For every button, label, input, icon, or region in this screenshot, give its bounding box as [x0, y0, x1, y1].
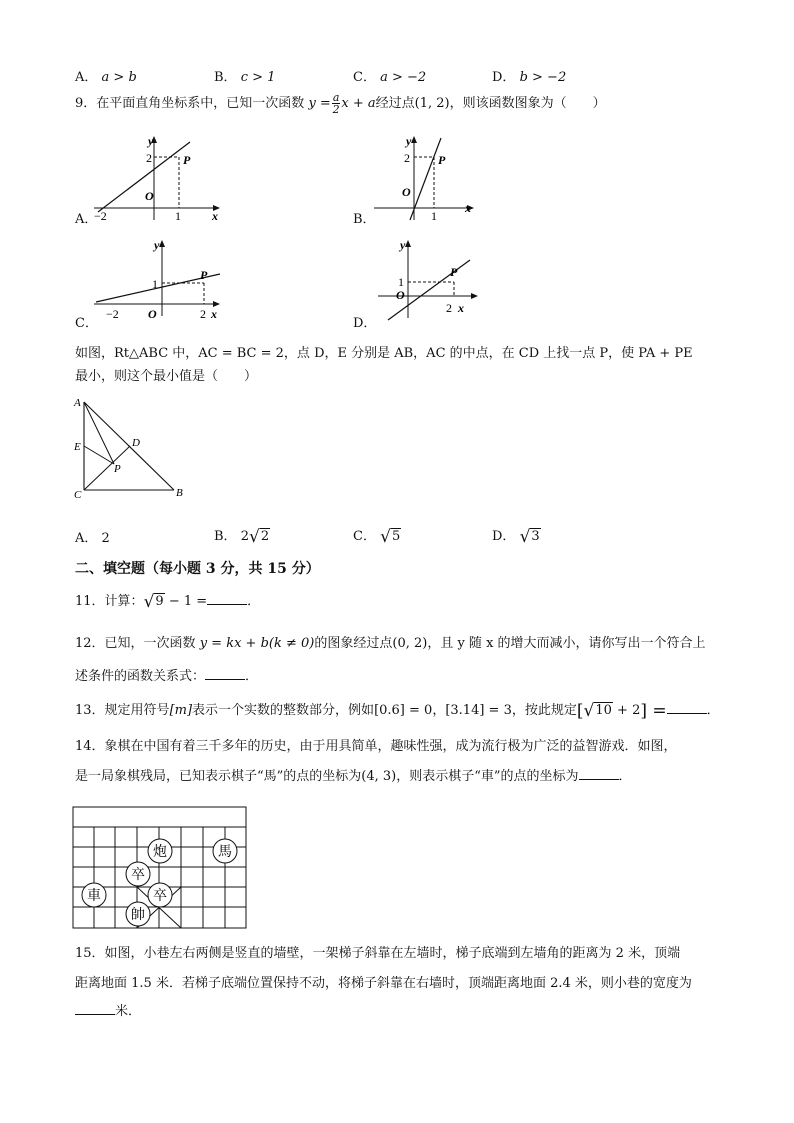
graph-b-tick-1: 1	[431, 209, 437, 223]
graph-c	[92, 238, 222, 322]
fig-label-a: A	[74, 397, 81, 409]
q15-line2: 距离地面 1.5 米．若梯子底端位置保持不动，将梯子斜靠在右墙时，顶端距离地面 2.4 米，则小巷的宽度为	[75, 976, 692, 991]
q10-option-b: B． 2√2	[214, 527, 270, 547]
q10-line1: 如图，Rt△ABC 中，AC = BC = 2，点 D，E 分别是 AB，AC 的中点，在 CD 上找一点 P，使 PA + PE	[75, 346, 693, 361]
q15-line1: 15．如图，小巷左右两侧是竖直的墙壁，一架梯子斜靠在左墙时，梯子底端到左墙角的距离为 2 米，顶端	[75, 946, 681, 961]
graph-b-origin: O	[402, 185, 411, 199]
piece-pao-label: 炮	[153, 845, 167, 860]
graph-b-y-label: y	[406, 134, 412, 148]
q12-line2: 述条件的函数关系式： ．	[75, 669, 259, 684]
q10-option-c: C． √5	[353, 527, 401, 547]
graph-d-y-label: y	[400, 238, 406, 252]
graph-a-tick-neg2: −2	[94, 209, 107, 223]
fig-label-b: B	[176, 487, 183, 499]
graph-d-origin: O	[396, 288, 405, 302]
q9-fraction: $\frac{a}{2}$	[332, 91, 340, 116]
fig-label-p: P	[114, 463, 121, 475]
q13: 13．规定用符号[m]表示一个实数的整数部分，例如[0.6] = 0，[3.14] = 3，按此规定[√10 + 2] = ．	[75, 701, 720, 721]
graph-d-tick-1: 1	[398, 275, 404, 289]
graph-c-tick-2: 2	[200, 307, 206, 321]
q14-line2: 是一局象棋残局，已知表示棋子“馬”的点的坐标为(4, 3)，则表示棋子“車”的点的坐标为 ．	[75, 769, 632, 784]
piece-shuai-label: 帥	[131, 908, 145, 923]
section-2-title: 二、填空题（每小题 3 分，共 15 分）	[75, 561, 320, 577]
graph-a	[92, 134, 222, 224]
graph-d-tick-2: 2	[446, 301, 452, 315]
graph-a-p-label: P	[183, 153, 191, 167]
graph-c-tick-neg2: −2	[106, 307, 119, 321]
graph-c-x-label: x	[211, 307, 217, 321]
q9-stem: 9．在平面直角坐标系中，已知一次函数 y = $\frac{a}{2}$ x + a经过点(1, 2)，则该函数图象为（ ）	[75, 91, 606, 116]
q8-option-a: A． a > b	[75, 70, 137, 85]
graph-c-label: C．	[75, 316, 98, 331]
piece-ju-label: 車	[87, 889, 101, 904]
q10-option-d: D． √3	[492, 527, 540, 547]
graph-a-origin: O	[145, 189, 154, 203]
graph-b-x-label: x	[465, 201, 471, 215]
q15-line3: 米．	[75, 1000, 141, 1019]
fig-label-e: E	[74, 441, 81, 453]
graph-c-y-label: y	[154, 238, 160, 252]
q8-option-d: D． b > −2	[492, 70, 567, 85]
graph-a-label: A．	[75, 212, 98, 227]
piece-zu-1-label: 卒	[131, 868, 145, 883]
q10-figure	[72, 392, 188, 502]
q15-answer-blank[interactable]	[75, 1002, 115, 1015]
graph-b-tick-2: 2	[404, 151, 410, 165]
q13-answer-blank[interactable]	[667, 701, 707, 714]
piece-zu-2-label: 卒	[153, 889, 167, 904]
fig-label-c: C	[74, 489, 82, 501]
q10-line2: 最小，则这个最小值是（ ）	[75, 369, 258, 384]
graph-b-label: B．	[353, 212, 376, 227]
graph-b	[372, 134, 476, 224]
q11-answer-blank[interactable]	[207, 592, 247, 605]
q14-line1: 14．象棋在中国有着三千多年的历史，由于用具简单，趣味性强，成为流行极为广泛的益智游戏．如图，	[75, 739, 677, 754]
graph-a-x-label: x	[212, 209, 218, 223]
q8-option-c: C． a > −2	[353, 70, 427, 85]
graph-a-tick-1: 1	[175, 209, 181, 223]
fig-label-d: D	[132, 437, 140, 449]
chess-board	[72, 806, 248, 930]
graph-c-tick-1: 1	[152, 277, 158, 291]
graph-c-origin: O	[148, 307, 157, 321]
q8-option-b: B． c > 1	[214, 70, 276, 85]
graph-d-label: D．	[353, 316, 377, 331]
graph-c-p-label: P	[200, 268, 208, 282]
graph-b-p-label: P	[438, 153, 446, 167]
q12-answer-blank[interactable]	[205, 667, 245, 680]
graph-a-y-label: y	[148, 134, 154, 148]
q14-answer-blank[interactable]	[579, 767, 619, 780]
q12-line1: 12．已知，一次函数 y = kx + b(k ≠ 0)的图象经过点(0, 2)，且 y 随 x 的增大而减小，请你写出一个符合上	[75, 636, 706, 651]
graph-d	[376, 238, 480, 328]
graph-d-x-label: x	[458, 301, 464, 315]
q11: 11．计算：√9 − 1 = ．	[75, 592, 261, 612]
graph-d-p-label: P	[450, 265, 458, 279]
q10-option-a: A． 2	[75, 531, 110, 546]
graph-a-tick-2: 2	[146, 151, 152, 165]
piece-ma-label: 馬	[218, 845, 232, 860]
